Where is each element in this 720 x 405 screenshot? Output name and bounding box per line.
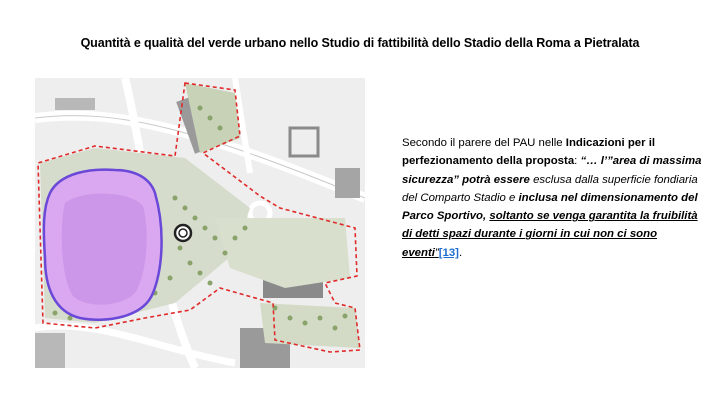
- text-close-quote: ”: [434, 246, 439, 259]
- existing-building: [35, 333, 65, 368]
- text-intro: Secondo il parere del PAU nelle: [402, 137, 566, 149]
- existing-building: [335, 168, 360, 198]
- text-period: .: [458, 246, 463, 259]
- site-plan-image: [35, 78, 365, 368]
- text-e: e: [505, 191, 519, 204]
- text-inclusa: inclusa nel dimensionamento del Parco Sportivo,: [402, 191, 698, 223]
- slide-title: Quantità e qualità del verde urbano nello Studio di fattibilità dello Stadio della Roma a Pietralata: [80, 36, 640, 50]
- text-colon: :: [574, 155, 581, 168]
- reference-link[interactable]: [13]: [438, 246, 459, 259]
- circular-building: [175, 225, 191, 241]
- stadium-pitch: [62, 194, 147, 305]
- text-esclusa: esclusa dalla superficie fondiaria del Comparto Stadio: [402, 173, 698, 204]
- existing-building: [55, 98, 95, 110]
- quote-paragraph: [402, 134, 702, 262]
- text-indicazioni: Indicazioni per il perfezionamento della proposta: [402, 137, 656, 168]
- text-area-sicurezza: “… l’”area di massima sicurezza” potrà essere: [402, 155, 702, 186]
- text-soltanto: soltanto se venga garantita la fruibilità di detti spazi durante i giorni in cui non ci sono eventi: [402, 210, 698, 259]
